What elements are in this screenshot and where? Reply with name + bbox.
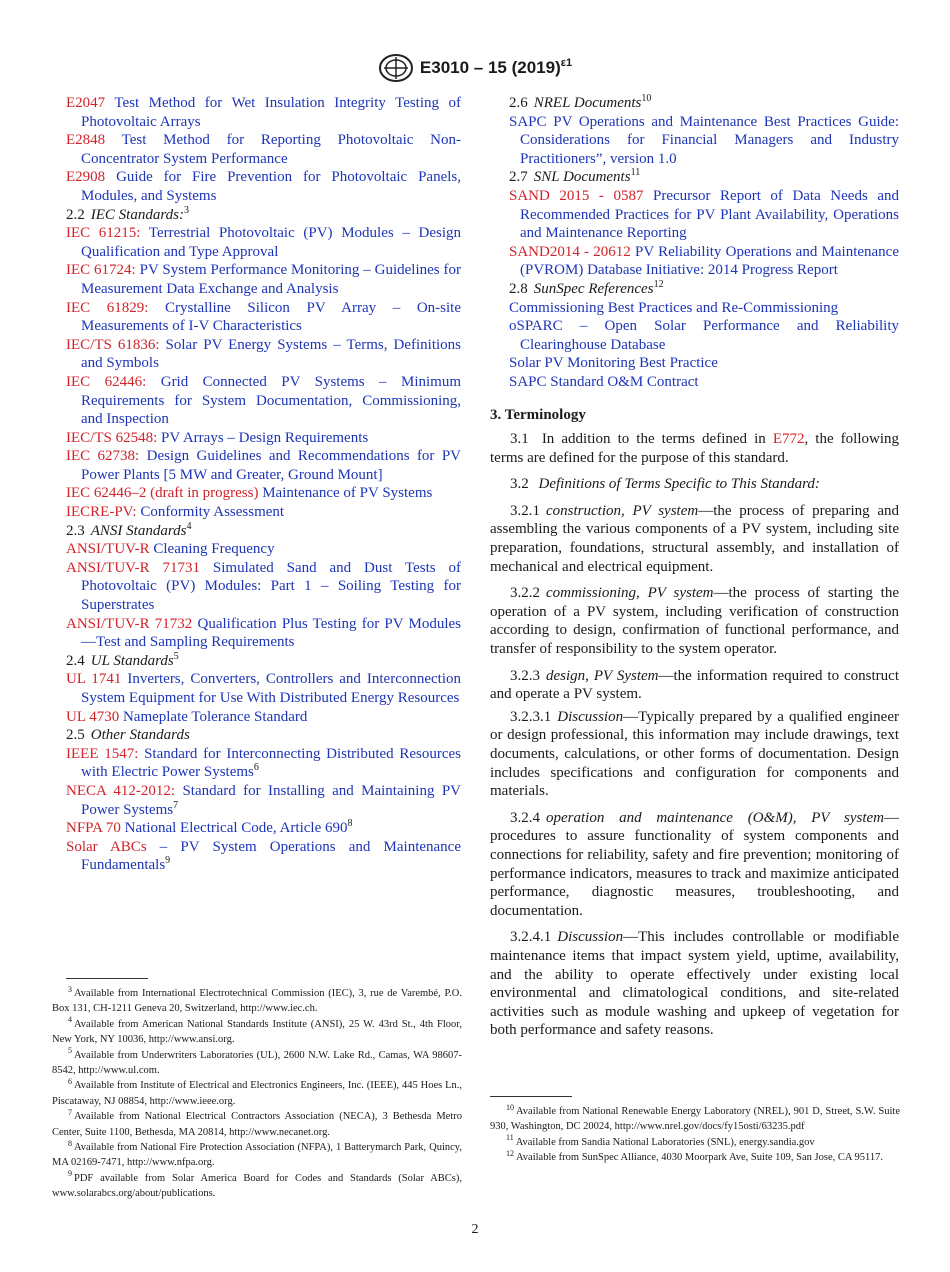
reference-title-link[interactable]: Commissioning Best Practices and Re-Commissioning [509,299,839,316]
footnote [52,1048,462,1079]
definition-term: commissioning, PV system [546,585,714,602]
paragraph-3-1: 3.1 In addition to the terms defined in E772, the following terms are defined for the purpose of this standard. [490,431,900,466]
definition-number: 3.2.3 [510,667,540,684]
footnote-number: 6 [68,1076,72,1086]
reference-title-link[interactable]: PV System Performance Monitoring – Guidelines for Measurement Data Exchange and Analysis [81,262,462,297]
reference-title-link[interactable]: Test Method for Reporting Photovoltaic Non-Concentrator System Performance [81,132,461,167]
subsection-heading [66,522,461,541]
reference-item [66,745,461,782]
reference-item [66,484,461,503]
footnote-number: 10 [506,1102,514,1112]
reference-code-link[interactable]: IEEE 1547: [66,745,139,762]
footnote-marker[interactable]: 9 [165,855,171,867]
reference-code-link[interactable]: IEC 61724: [66,262,136,279]
subsection-number: 2.8 [509,280,528,297]
reference-code-link[interactable]: IEC 61215: [66,225,141,242]
reference-item [66,429,461,448]
reference-item [66,615,461,652]
footnote-text: Available from Sandia National Laboratories (SNL), energy.sandia.gov [515,1136,815,1148]
reference-item [66,168,461,205]
footnote-marker[interactable]: 5 [173,650,179,662]
footnotes-left [52,986,462,1202]
definition-paragraph [490,502,899,576]
definition-term: design, PV System [546,667,659,684]
footnote-number: 12 [506,1148,514,1158]
footnote-number: 3 [68,984,72,994]
subsection-number: 2.3 [66,522,85,539]
reference-code-link[interactable]: Solar ABCs [66,838,147,855]
reference-item [66,336,461,373]
footnote [52,986,462,1017]
reference-code-link[interactable]: SAND 2015 - 0587 [509,187,644,204]
reference-code-link[interactable]: E2908 [66,169,106,186]
reference-code-link[interactable]: E2848 [66,132,106,149]
reference-title-link[interactable]: SAPC PV Operations and Maintenance Best Practices Guide: Considerations for Financial Managers and Industry Practitioners”, version 1.0 [509,113,899,167]
footnote-text: Available from National Renewable Energy Laboratory (NREL), 901 D, Street, S.W. Suite 930, Washington, DC 20024, http://www.nrel.gov/docs/fy15osti/63235.pdf [490,1106,900,1133]
reference-title-link[interactable]: PV Reliability Operations and Maintenance (PVROM) Database Initiative: 2014 Progress Report [520,243,899,279]
footnote-number: 11 [506,1133,514,1143]
subsection-name: IEC Standards: [90,206,184,223]
definition-paragraph [490,809,899,921]
reference-title-link[interactable]: Simulated Sand and Dust Tests of Photovoltaic (PV) Modules: Part 1 – Soiling Testing for Superstrates [81,559,461,614]
reference-item [490,373,899,392]
paragraph-3-2: 3.2 Definitions of Terms Specific to This Standard: [510,476,820,493]
footnote-number: 8 [68,1138,72,1148]
footnote-number: 5 [68,1046,72,1056]
reference-title-link[interactable]: Standard for Interconnecting Distributed Resources with Electric Power Systems [81,745,462,781]
footnote [52,1140,462,1171]
definition-text: —Typically prepared by a qualified engineer or design professional, this information may include drawings, text documents, calculations, or other forms of documentation. Design includes specifications and configuration for components and materials. [490,708,899,800]
reference-item [490,354,899,373]
subsection-name: SNL Documents [533,169,631,186]
reference-title-link[interactable]: Solar PV Energy Systems – Terms, Definitions and Symbols [81,336,461,372]
reference-title-link[interactable]: Terrestrial Photovoltaic (PV) Modules – Design Qualification and Type Approval [81,225,461,260]
footnote [52,1078,462,1109]
terminology-heading: 3. Terminology [490,406,586,423]
reference-item [66,261,461,298]
reference-title-link[interactable]: Maintenance of PV Systems [262,485,433,502]
reference-code-link[interactable]: IEC 61829: [66,299,149,316]
subsection-heading [490,94,899,113]
definition-text: —the process of starting the operation of a PV system, including verification of construction according to design, confirmation of functional performance, and transfer of responsibility to the system operator. [490,585,900,658]
reference-item [66,299,461,336]
reference-item [66,447,461,484]
reference-item [66,540,461,559]
definition-text: —procedures to assure functionality of system components and connections for reliability, safety and fire prevention; monitoring of performance indicators, measures to track and maximize anticipated performance, diagnostic measures, troubleshooting, and documentation. [490,809,899,919]
reference-code-link[interactable]: ANSI/TUV-R 71731 [66,559,201,576]
reference-title-link[interactable]: Test Method for Wet Insulation Integrity Testing of Photovoltaic Arrays [81,95,461,130]
footnote [52,1171,462,1202]
page-number: 2 [471,1222,479,1237]
reference-code-link[interactable]: IEC 62446–2 (draft in progress) [66,485,259,502]
footnote-text: Available from American National Standards Institute (ANSI), 25 W. 43rd St., 4th Floor, New York, NY 10036, http://www.ansi.org. [52,1018,462,1046]
definition-number: 3.2.3.1 [510,708,552,725]
reference-title-link[interactable]: Guide for Fire Prevention for Photovoltaic Panels, Modules, and Systems [81,169,462,204]
reference-title-link[interactable]: PV Arrays – Design Requirements [161,429,369,446]
definition-text: —the process of preparing and assembling the various components of a PV system, including site preparation, foundations, structural assembly, and installation of mechanical and electrical equipment. [490,502,899,575]
reference-title-link[interactable]: Precursor Report of Data Needs and Recommended Practices for PV Plant Availability, Operations and Maintenance Reporting [520,187,899,242]
reference-title-link[interactable]: Solar PV Monitoring Best Practice [509,355,718,372]
reference-item [66,708,461,727]
subsection-number: 2.6 [509,95,528,111]
definition-list [490,502,899,1040]
reference-item [66,838,461,875]
footnote-marker[interactable]: 4 [186,520,192,532]
footnote-marker[interactable]: 6 [253,762,259,774]
reference-code-link[interactable]: IEC/TS 61836: [66,336,160,353]
footnote-text: Available from International Electrotechnical Commission (IEC), 3, rue de Varembé, P.O. Box 131, CH-1211 Geneva 20, Switzerland, http://www.iec.ch. [52,988,462,1015]
reference-title-link[interactable]: Nameplate Tolerance Standard [122,708,308,725]
reference-title-link[interactable]: Grid Connected PV Systems – Minimum Requirements for System Documentation, Commissioning, and Inspection [81,373,462,428]
subsection-number: 2.5 [66,727,85,744]
definition-paragraph [490,928,899,1040]
definition-number: 3.2.2 [510,585,540,602]
subsection-heading [66,206,461,225]
reference-item [490,113,899,169]
reference-item [66,373,461,429]
footnote-marker[interactable]: 7 [173,799,179,811]
footnote-text: PDF available from Solar America Board for Codes and Standards (Solar ABCs), www.solarabcs.org/about/publications. [52,1172,462,1200]
reference-code-link[interactable]: IEC 62738: [66,448,140,465]
footnote-number: 7 [68,1107,72,1117]
subsection-heading [66,726,461,745]
reference-title-link[interactable]: Cleaning Frequency [153,541,275,558]
xref-e772[interactable]: E772 [772,431,805,448]
definition-text: —the information required to construct and operate a PV system. [490,667,899,703]
reference-title-link[interactable]: – PV System Operations and Maintenance Fundamentals [81,838,461,874]
footnote-marker[interactable]: 12 [653,278,664,290]
reference-item [490,243,899,280]
reference-title-link[interactable]: Design Guidelines and Recommendations for PV Power Plants [5 MW and Greater, Ground Mount] [81,448,461,483]
designation: E3010 – 15 (2019) [419,58,561,77]
reference-item [66,94,461,131]
designation-superscript: ε1 [560,56,573,69]
footnote-text: Available from Underwriters Laboratories (UL), 2600 N.W. Lake Rd., Camas, WA 98607-8542, http://www.ul.com. [52,1049,462,1077]
reference-item [490,317,899,354]
footnote [490,1104,900,1135]
reference-title-link[interactable]: Inverters, Converters, Controllers and Interconnection System Equipment for Use With Distributed Energy Resources [81,671,461,706]
reference-code-link[interactable]: IEC 62446: [66,373,147,390]
subsection-name: Other Standards [90,727,190,744]
definition-paragraph [490,708,899,801]
footnote-marker[interactable]: 3 [183,204,189,216]
subsection-number: 2.4 [66,652,85,669]
footnote-text: Available from National Fire Protection Association (NFPA), 1 Batterymarch Park, Quincy, MA 02169-7471, http://www.nfpa.org. [52,1142,462,1169]
definition-paragraph [490,584,899,658]
left-column [66,94,461,875]
reference-item [490,299,899,318]
definition-number: 3.2.4 [510,809,540,826]
reference-title-link[interactable]: SAPC Standard O&M Contract [509,373,699,390]
footnote [52,1017,462,1048]
footnote-marker[interactable]: 11 [630,167,641,179]
definition-number: 3.2.4.1 [510,929,552,946]
reference-code-link[interactable]: E2047 [66,95,106,111]
reference-title-link[interactable]: Crystalline Silicon PV Array – On-site Measurements of I-V Characteristics [81,299,461,335]
reference-item [490,187,899,243]
subsection-heading [490,168,899,187]
reference-code-link[interactable]: UL 1741 [66,671,122,688]
subsection-name: NREL Documents [533,95,642,111]
footnote-text: Available from National Electrical Contractors Association (NECA), 3 Bethesda Metro Center, Suite 1100, Bethesda, MA 20814, http://www.necanet.org. [52,1111,462,1138]
definition-term: construction, PV system [546,502,699,519]
definition-paragraph [490,667,899,704]
reference-item [66,782,461,819]
footnotes-right [490,1104,900,1166]
subsection-name: ANSI Standards [90,522,187,539]
reference-item [66,559,461,615]
subsection-heading [490,280,899,299]
reference-item [66,224,461,261]
reference-code-link[interactable]: ANSI/TUV-R 71732 [66,615,193,632]
reference-item [66,670,461,707]
reference-code-link[interactable]: ANSI/TUV-R [66,541,150,558]
footnote-rule-left [66,978,148,979]
footnote [490,1150,900,1165]
reference-list-right [490,94,899,392]
definition-term: operation and maintenance (O&M), PV system [546,809,884,826]
definition-text: —This includes controllable or modifiable maintenance items that impact system yield, uptime, availability, and the ability to operate effectively under existing local environmental and climatological conditions, and site-related activities such as module washing and upkeep of vegetation for both performance and safety reasons. [490,929,899,1039]
reference-title-link[interactable]: Conformity Assessment [140,504,285,521]
reference-code-link[interactable]: IECRE-PV: [66,504,137,521]
reference-code-link[interactable]: UL 4730 [66,708,120,725]
footnote-text: Available from Institute of Electrical and Electronics Engineers, Inc. (IEEE), 445 Hoes Ln., Piscataway, NJ 08854, http://www.ieee.org. [52,1080,462,1107]
footnote-rule-right [490,1096,572,1097]
footnote-number: 9 [68,1169,72,1179]
footnote-marker[interactable]: 10 [641,93,652,104]
page-header [0,52,950,84]
subsection-number: 2.2 [66,206,85,223]
reference-code-link[interactable]: NFPA 70 [66,820,121,837]
reference-title-link[interactable]: oSPARC – Open Solar Performance and Reliability Clearinghouse Database [509,318,899,353]
footnote-marker[interactable]: 8 [347,818,353,830]
reference-item [66,503,461,522]
reference-item [66,131,461,168]
subsection-heading [66,652,461,671]
reference-title-link[interactable]: Qualification Plus Testing for PV Modules—Test and Sampling Requirements [81,615,461,651]
reference-code-link[interactable]: IEC/TS 62548: [66,429,158,446]
definition-number: 3.2.1 [510,502,540,519]
reference-code-link[interactable]: NECA 412-2012: [66,782,176,799]
subsection-name: UL Standards [90,652,174,669]
footnote-number: 4 [68,1015,72,1025]
reference-title-link[interactable]: National Electrical Code, Article 690 [124,820,348,837]
subsection-number: 2.7 [509,169,528,186]
definition-term: Discussion [557,929,624,946]
reference-code-link[interactable]: SAND2014 - 20612 [509,243,631,260]
astm-logo-icon [378,52,414,84]
footnote [490,1135,900,1150]
right-column [490,94,899,1044]
reference-title-link[interactable]: Standard for Installing and Maintaining PV Power Systems [81,782,461,818]
footnote-text: Available from SunSpec Alliance, 4030 Moorpark Ave, Suite 109, San Jose, CA 95117. [516,1152,883,1164]
definition-term: Discussion [557,708,624,725]
subsection-name: SunSpec References [533,280,654,297]
reference-item [66,819,461,838]
footnote [52,1109,462,1140]
